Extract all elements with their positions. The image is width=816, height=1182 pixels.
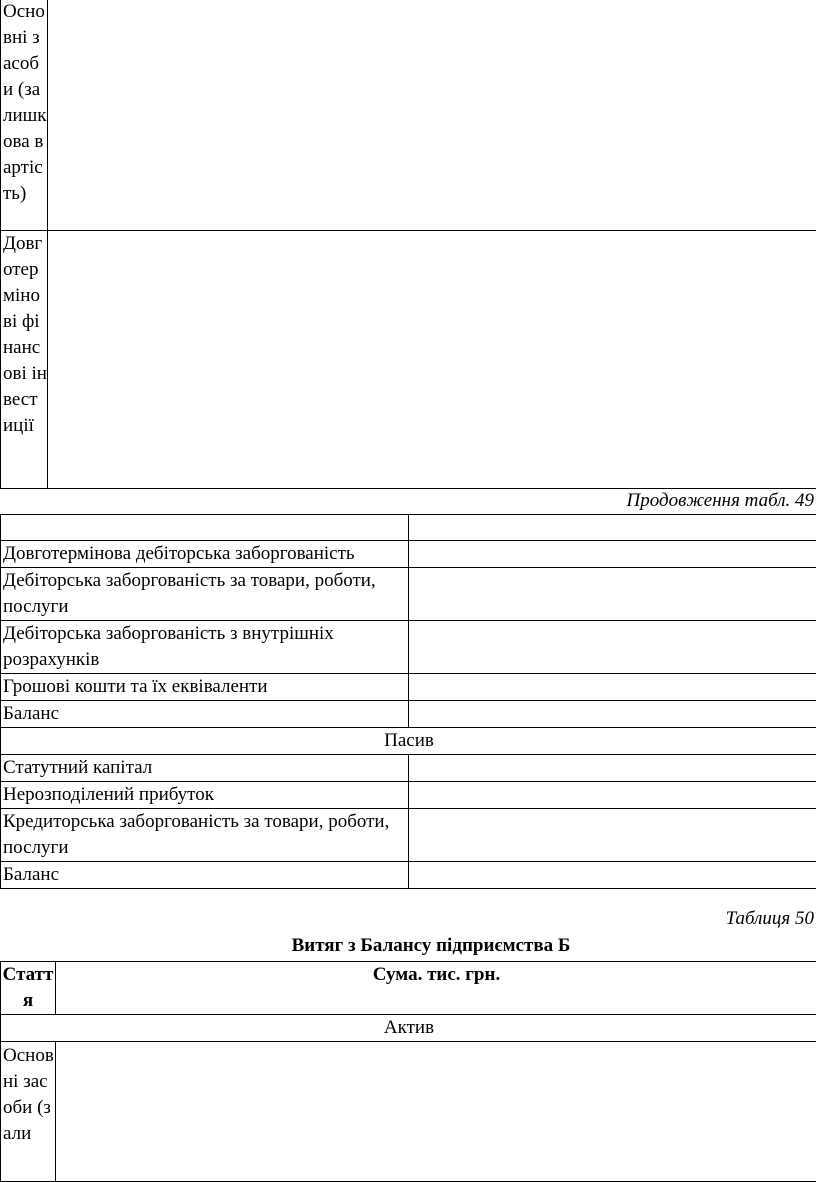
table-row-label: Дебіторська заборгованість з внутрішніх розрахунків	[1, 621, 409, 674]
table-row-label: Кредиторська заборгованість за товари, роботи, послуги	[1, 809, 409, 862]
row-value-long-term-investments	[48, 231, 816, 489]
row-label-fixed-assets-b: Основні засоби (зали	[1, 1042, 56, 1182]
table-49	[0, 514, 816, 889]
table-row-label: Довготермінова дебіторська заборгованість	[1, 541, 409, 568]
table-row-value	[409, 541, 816, 568]
row-label-long-term-investments: Довготермінові фінансові інвестиції	[1, 231, 48, 489]
table-row-label: Баланс	[1, 701, 409, 728]
table-row-value	[409, 674, 816, 701]
table-row-label: Нерозподілений прибуток	[1, 782, 409, 809]
row-label-fixed-assets: Основні засоби (залишкова вартість)	[1, 0, 48, 231]
table-50-caption: Таблиця 50	[726, 908, 814, 930]
top-table	[0, 0, 816, 489]
table-row-value	[409, 515, 816, 541]
row-value-fixed-assets	[48, 0, 816, 231]
table-row-value	[409, 782, 816, 809]
table-row-value	[409, 701, 816, 728]
table-row-label: Дебіторська заборгованість за товари, роботи, послуги	[1, 568, 409, 621]
row-value-fixed-assets-b	[56, 1042, 816, 1182]
table-row-value	[409, 862, 816, 889]
table-row-value	[409, 755, 816, 782]
table-50	[0, 961, 816, 1182]
table-row-label: Баланс	[1, 862, 409, 889]
table-row-value	[409, 568, 816, 621]
table-row-label	[1, 515, 409, 541]
table-row-value	[409, 809, 816, 862]
section-passive: Пасив	[1, 728, 816, 755]
section-active: Актив	[1, 1015, 816, 1042]
table-row-value	[409, 621, 816, 674]
header-article: Стаття	[1, 962, 56, 1015]
header-sum: Сума. тис. грн.	[56, 962, 816, 1015]
table-row-label: Статутний капітал	[1, 755, 409, 782]
table-row-label: Грошові кошти та їх еквіваленти	[1, 674, 409, 701]
table-50-title: Витяг з Балансу підприємства Б	[0, 935, 816, 957]
continuation-caption: Продовження табл. 49	[627, 490, 814, 512]
